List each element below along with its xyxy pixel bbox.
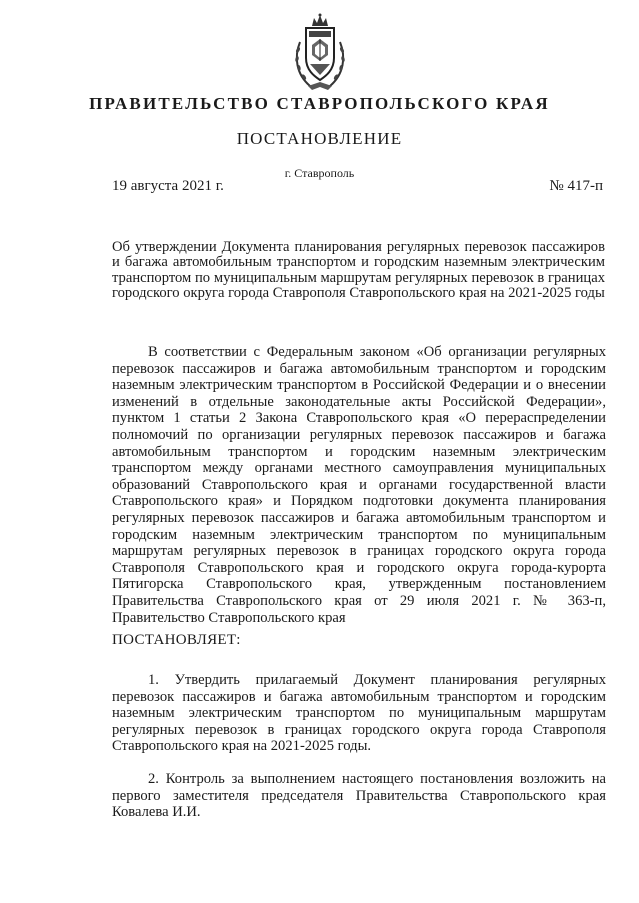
resolution-item-1: 1. Утвердить прилагаемый Документ планирования регулярных перевозок пассажиров и багажа автомобильным транспортом и городским наземным электрическим транспортом по муниципальным маршрутам регулярных перевозок в границах городского округа города Ставрополя Ставропольского края на 2021-2025 годы. (112, 672, 606, 755)
document-date: 19 августа 2021 г. (112, 178, 224, 194)
resolves-heading: ПОСТАНОВЛЯЕТ: (112, 632, 241, 648)
document-type: ПОСТАНОВЛЕНИЕ (236, 129, 403, 148)
government-title: ПРАВИТЕЛЬСТВО СТАВРОПОЛЬСКОГО КРАЯ (89, 94, 550, 113)
document-subject: Об утверждении Документа планирования регулярных перевозок пассажиров и багажа автомобильным транспортом и городским наземным электрическим транспортом по муниципальным маршрутам регулярных перевозок в границах городского округа города Ставрополя Ставропольского края на 2021-2025 годы (112, 239, 605, 302)
coat-of-arms-icon (292, 12, 348, 92)
city: г. Ставрополь (284, 166, 355, 180)
document-number: № 417-п (549, 178, 603, 194)
resolution-item-2: 2. Контроль за выполнением настоящего постановления возложить на первого заместителя председателя Правительства Ставропольского края Ковалева И.И. (112, 771, 606, 821)
preamble-paragraph: В соответствии с Федеральным законом «Об организации регулярных перевозок пассажиров и багажа автомобильным транспортом и городским наземным электрическим транспортом в Российской Федерации и о внесении изменений в отдельные законодательные акты Российской Федерации», пунктом 1 статьи 2 Закона Ставропольского края «О перераспределении полномочий по организации регулярных перевозок пассажиров и багажа автомобильным транспортом и городским наземным электрическим транспортом между органами местного самоуправления муниципальных образований Ставропольского края и органами государственной власти Ставропольского края» и Порядком подготовки документа планирования регулярных перевозок пассажиров и багажа автомобильным транспортом и городским наземным электрическим транспортом по муниципальным маршрутам регулярных перевозок в границах городского округа города Ставрополя Ставропольского края и городского округа города-курорта Пятигорска Ставропольского края, утвержденным постановлением Правительства Ставропольского края от 29 июля 2021 г. № 363-п, Правительство Ставропольского края (112, 344, 606, 626)
